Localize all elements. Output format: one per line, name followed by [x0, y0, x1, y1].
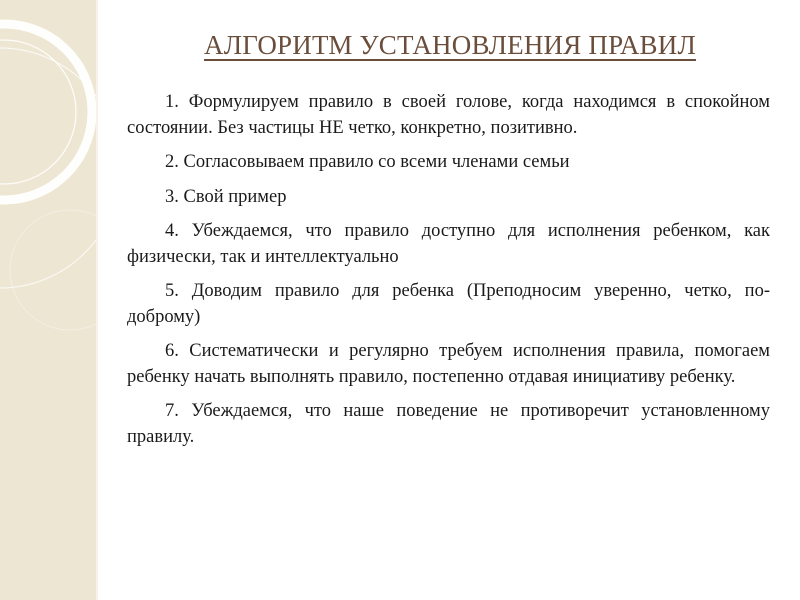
side-divider: [96, 0, 98, 600]
rule-step-4: 4. Убеждаемся, что правило доступно для исполнения ребенком, как физически, так и интеллектуально: [127, 221, 770, 267]
rule-step-6: 6. Систематически и регулярно требуем исполнения правила, помогаем ребенку начать выполнять правило, постепенно отдавая инициативу ребенку.: [127, 341, 770, 387]
slide-title: АЛГОРИТМ УСТАНОВЛЕНИЯ ПРАВИЛ: [204, 30, 696, 60]
slide-body: [127, 90, 770, 459]
rule-step-3: 3. Свой пример: [165, 186, 287, 207]
rule-step-7: 7. Убеждаемся, что наше поведение не противоречит установленному правилу.: [127, 401, 770, 447]
rule-step-2: 2. Согласовываем правило со всеми членами семьи: [165, 152, 570, 172]
decorative-side-band: [0, 0, 96, 600]
decorative-circles: [0, 0, 96, 600]
rule-step-1: 1. Формулируем правило в своей голове, когда находимся в спокойном состоянии. Без частицы НЕ четко, конкретно, позитивно.: [127, 92, 770, 138]
rule-step-5: 5. Доводим правило для ребенка (Преподносим уверенно, четко, по-доброму): [127, 281, 770, 327]
